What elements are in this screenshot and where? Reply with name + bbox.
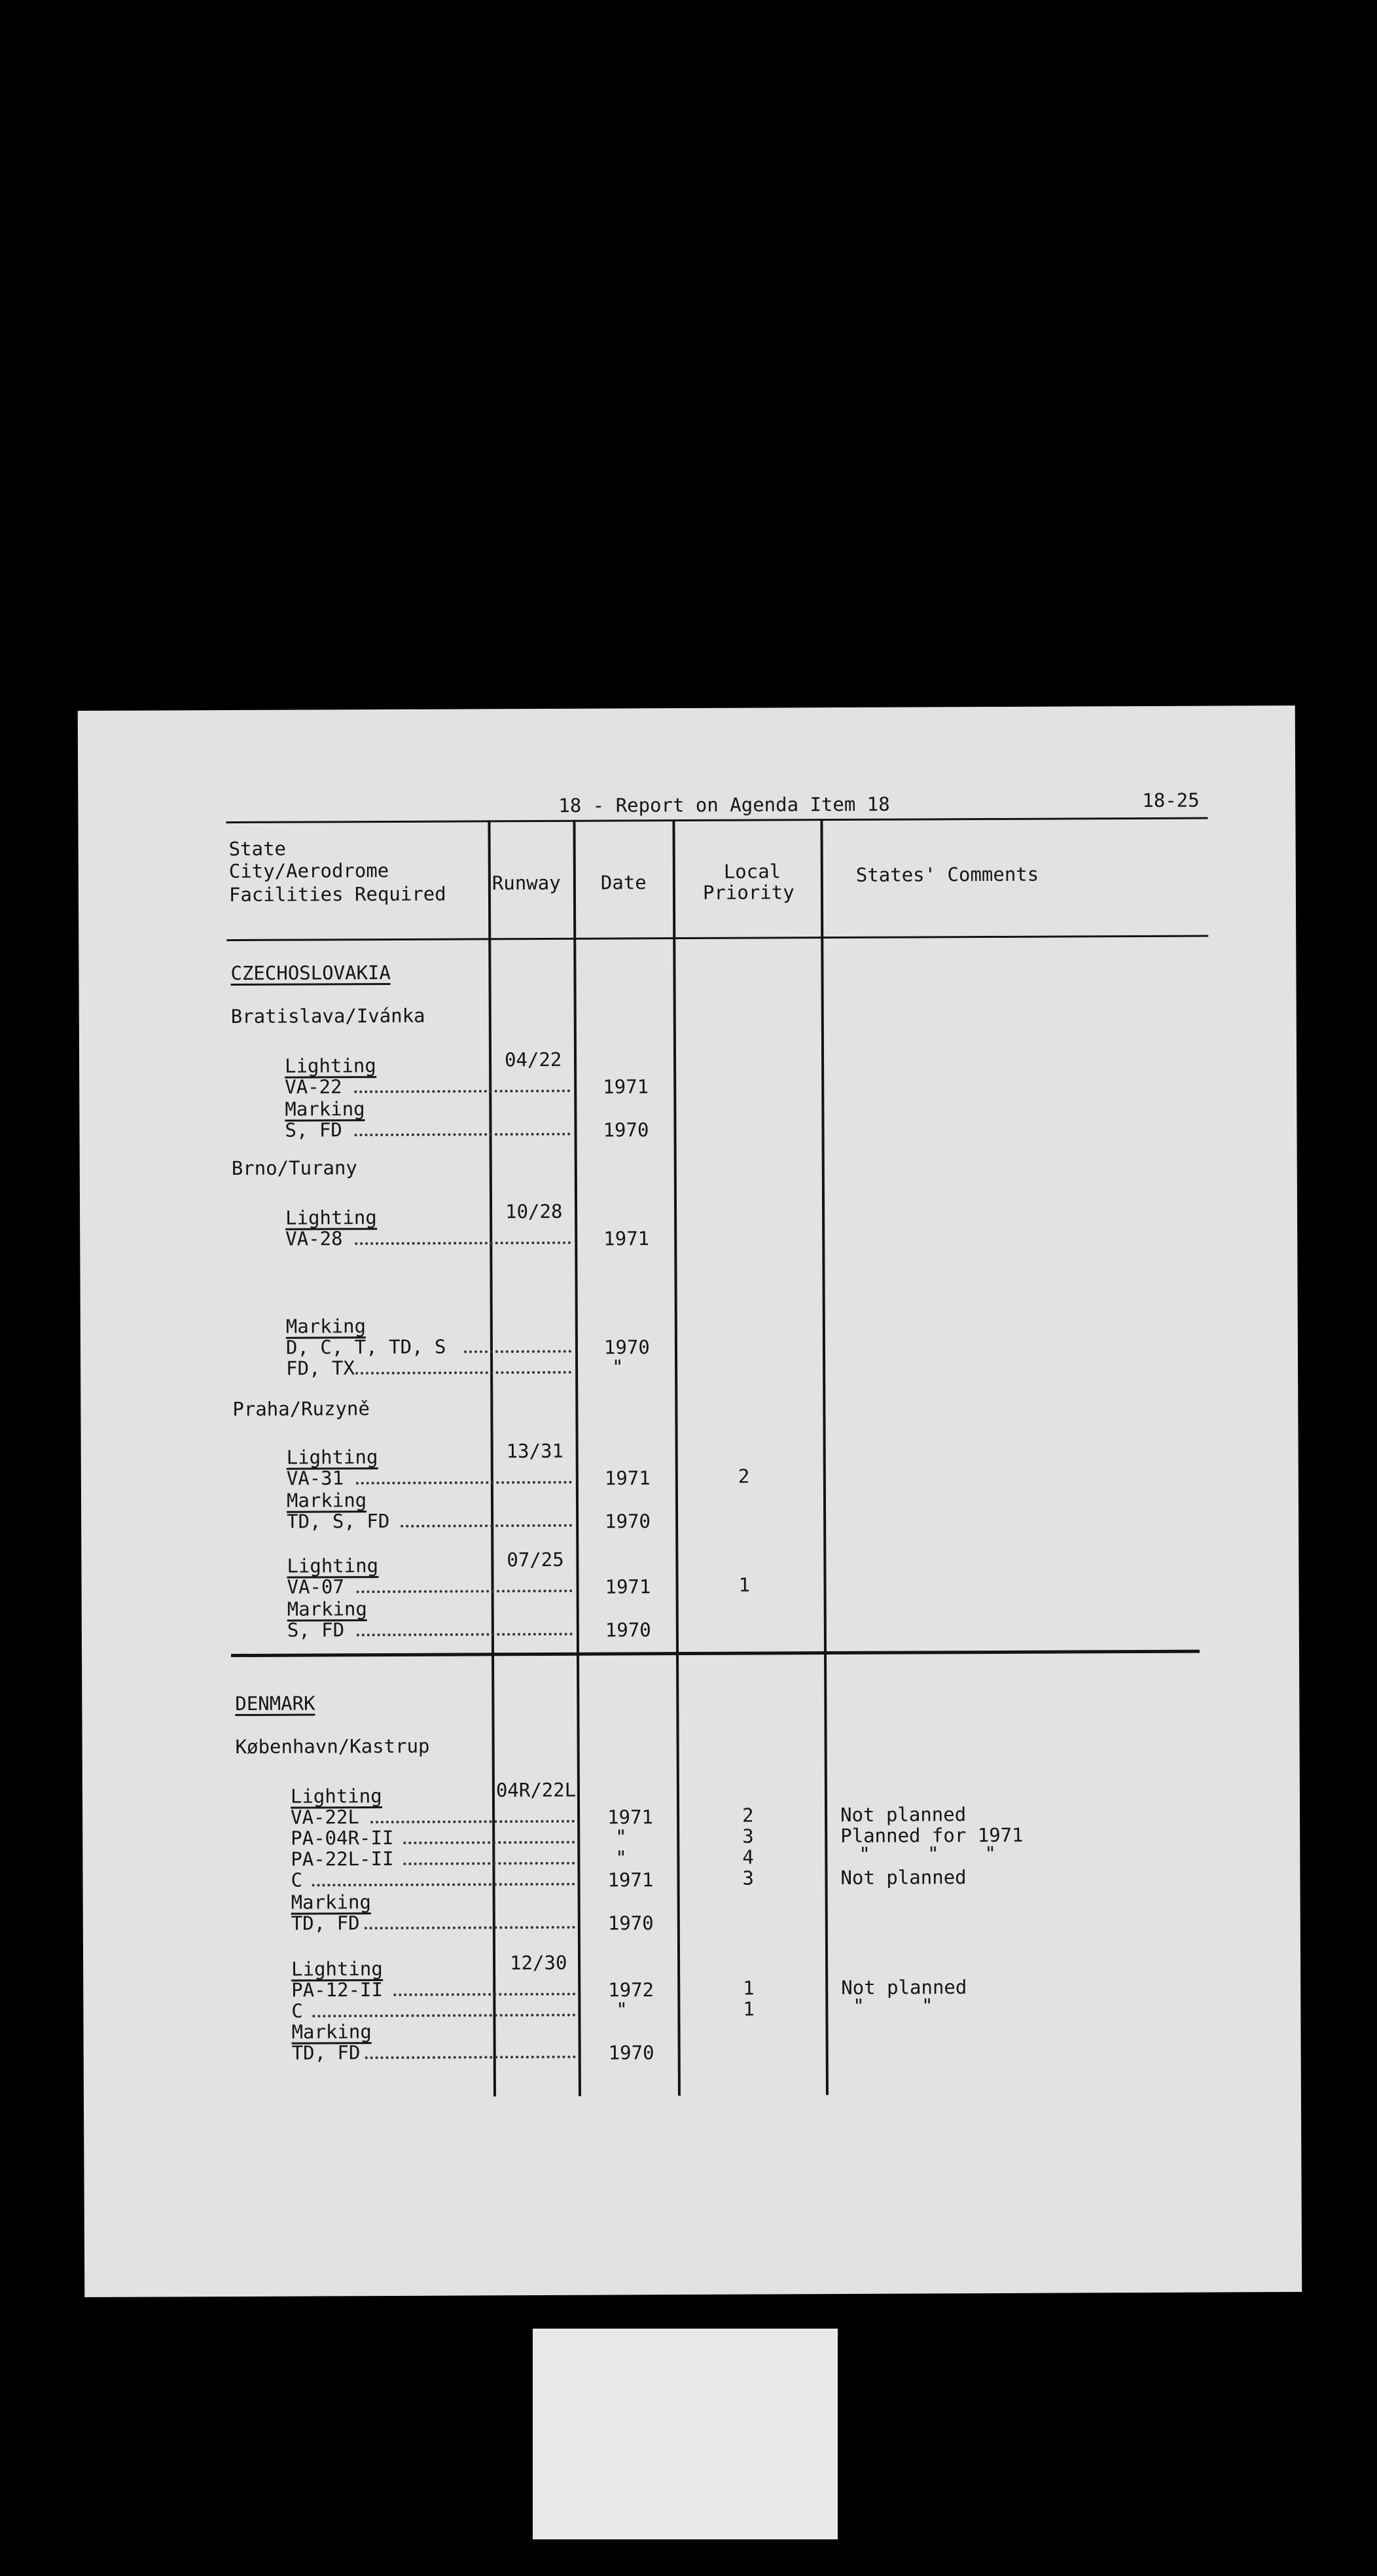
facility-item: TD, FD <box>291 1912 360 1935</box>
priority-value: 4 <box>742 1846 754 1869</box>
date-column-rule <box>573 820 581 2096</box>
facility-item: VA-22L <box>291 1806 359 1829</box>
priority-heading-line1: Local <box>723 860 781 883</box>
dot-leader <box>401 1524 572 1528</box>
date-value: 1970 <box>603 1118 649 1141</box>
dot-leader <box>370 1820 575 1823</box>
dot-leader <box>464 1350 571 1353</box>
comment-value: Not planned <box>840 1803 967 1827</box>
facility-item: S, FD <box>285 1118 342 1141</box>
facilities-heading: Facilities Required <box>228 882 446 906</box>
state-denmark: DENMARK <box>235 1692 315 1715</box>
date-value: " <box>616 1998 628 2021</box>
comment-value: Not planned <box>840 1866 967 1889</box>
lighting-label: Lighting <box>286 1446 378 1469</box>
runway-column-rule <box>488 820 496 2096</box>
dot-leader <box>356 1481 572 1484</box>
date-value: " <box>615 1825 627 1848</box>
priority-value: 2 <box>738 1465 750 1488</box>
dot-leader <box>365 2056 576 2059</box>
priority-value: 1 <box>738 1573 751 1596</box>
aerodrome-praha: Praha/Ruzyně <box>232 1397 370 1421</box>
date-value: 1971 <box>605 1575 651 1598</box>
dot-leader <box>355 1371 571 1374</box>
date-value: 1970 <box>607 1912 654 1935</box>
date-value: 1971 <box>607 1806 654 1829</box>
dot-leader <box>312 2014 575 2018</box>
table-top-rule <box>226 817 1207 824</box>
marking-label: Marking <box>285 1315 367 1338</box>
marking-label: Marking <box>291 2020 372 2043</box>
date-value: 1971 <box>604 1467 651 1490</box>
aerodrome-brno: Brno/Turany <box>231 1156 357 1180</box>
facility-item: PA-12-II <box>291 1978 384 2001</box>
aerodrome-kastrup: København/Kastrup <box>235 1734 430 1759</box>
date-value: 1970 <box>605 1619 651 1641</box>
facility-item: FD, TX <box>286 1357 355 1380</box>
marking-label: Marking <box>291 1891 371 1914</box>
date-value: 1971 <box>603 1075 649 1098</box>
facility-item: TD, FD <box>291 2041 361 2064</box>
date-value: 1970 <box>603 1336 650 1359</box>
dot-leader <box>403 1862 575 1865</box>
date-value: 1970 <box>608 2041 654 2064</box>
dot-leader <box>365 1926 575 1929</box>
dot-leader <box>355 1242 571 1245</box>
dot-leader <box>357 1590 573 1593</box>
priority-value: 2 <box>742 1804 754 1827</box>
runway-value: 04/22 <box>504 1048 562 1071</box>
page-number: 18-25 <box>1142 789 1200 812</box>
header-bottom-rule <box>226 935 1208 942</box>
date-value: 1971 <box>607 1869 654 1891</box>
lighting-label: Lighting <box>285 1054 376 1077</box>
lighting-label: Lighting <box>285 1206 377 1229</box>
dot-leader <box>403 1841 575 1844</box>
priority-value: 1 <box>743 1997 755 2020</box>
city-heading: City/Aerodrome <box>228 859 389 883</box>
runway-value: 12/30 <box>510 1951 567 1975</box>
date-value: " <box>615 1846 627 1869</box>
date-value: 1971 <box>603 1227 650 1250</box>
state-heading: State <box>228 837 287 861</box>
runway-value: 10/28 <box>505 1200 563 1223</box>
facility-item: TD, S, FD <box>287 1510 390 1533</box>
facility-item: PA-22L-II <box>291 1847 394 1870</box>
dot-leader <box>393 1993 575 1996</box>
priority-heading-line2: Priority <box>702 881 795 904</box>
lighting-label: Lighting <box>290 1785 382 1808</box>
facility-item: VA-22 <box>285 1075 342 1098</box>
marking-label: Marking <box>285 1098 365 1120</box>
aerodrome-bratislava: Bratislava/Ivánka <box>230 1004 425 1028</box>
marking-label: Marking <box>286 1489 367 1512</box>
comment-value: " " <box>853 1994 933 2017</box>
facility-item: VA-07 <box>287 1575 344 1598</box>
priority-value: 3 <box>742 1825 754 1848</box>
state-czechoslovakia: CZECHOSLOVAKIA <box>230 961 391 985</box>
priority-column-rule <box>672 819 681 2096</box>
priority-value: 1 <box>743 1977 755 1999</box>
date-value: " <box>612 1355 624 1378</box>
lighting-label: Lighting <box>291 1958 383 1980</box>
dot-leader <box>354 1090 570 1093</box>
blank-card <box>533 2329 838 2539</box>
runway-value: 13/31 <box>506 1439 564 1463</box>
document-page <box>78 706 1302 2297</box>
facility-item: S, FD <box>287 1619 345 1641</box>
facility-item: VA-28 <box>285 1227 343 1250</box>
runway-value: 07/25 <box>507 1548 564 1571</box>
runway-value: 04R/22L <box>495 1778 577 1802</box>
comment-value: " " " <box>859 1842 996 1865</box>
runway-heading: Runway <box>492 871 561 895</box>
comments-heading: States' Comments <box>855 863 1039 886</box>
dot-leader <box>355 1133 571 1136</box>
marking-label: Marking <box>287 1598 368 1620</box>
facility-item: PA-04R-II <box>291 1826 394 1850</box>
facility-item: D, C, T, TD, S <box>285 1335 446 1359</box>
dot-leader <box>312 1883 575 1887</box>
comments-column-rule <box>820 819 829 2095</box>
date-value: 1972 <box>608 1978 654 2001</box>
priority-value: 3 <box>742 1867 755 1889</box>
comment-value: Planned for 1971 <box>840 1823 1024 1848</box>
section-divider <box>231 1650 1200 1657</box>
date-heading: Date <box>600 871 647 894</box>
lighting-label: Lighting <box>287 1554 379 1577</box>
facility-item: VA-31 <box>286 1467 344 1490</box>
facility-item: C <box>291 1869 303 1891</box>
date-value: 1970 <box>605 1510 651 1533</box>
page-title: 18 - Report on Agenda Item 18 <box>558 793 890 817</box>
dot-leader <box>357 1633 573 1636</box>
facility-item: C <box>291 1999 303 2022</box>
comment-value: Not planned <box>841 1976 967 1999</box>
